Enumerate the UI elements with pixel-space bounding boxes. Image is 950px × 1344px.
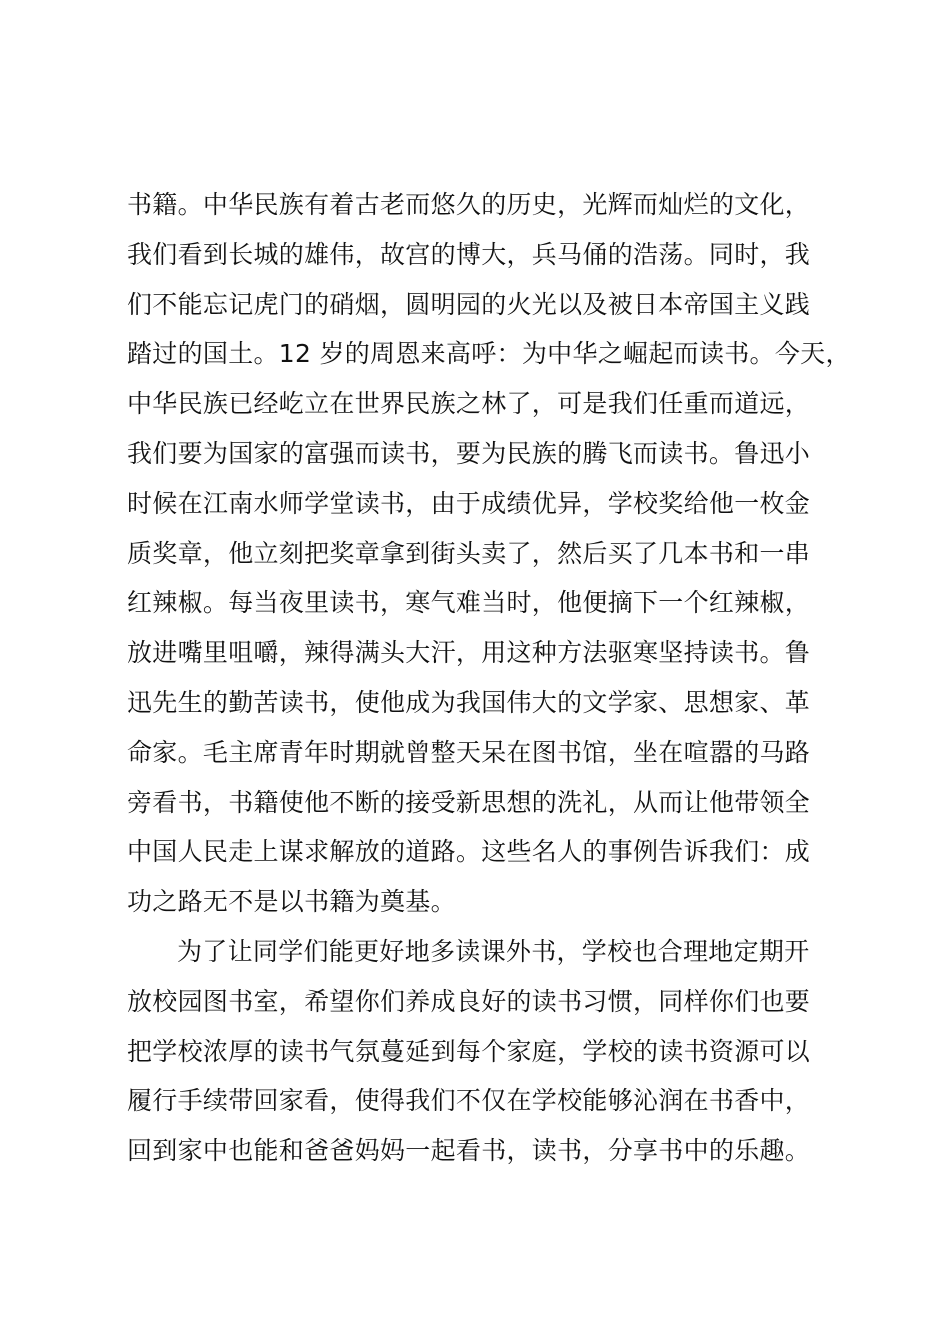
text-line: 我们要为国家的富强而读书，要为民族的腾飞而读书。鲁迅小	[127, 438, 811, 468]
text-line: 书籍。中华民族有着古老而悠久的历史，光辉而灿烂的文化，	[127, 190, 811, 219]
text-line: 中国人民走上谋求解放的道路。这些名人的事例告诉我们：成	[127, 837, 811, 867]
text-line: 时候在江南水师学堂读书，由于成绩优异，学校奖给他一枚金	[127, 488, 811, 518]
text-line: 们不能忘记虎门的硝烟，圆明园的火光以及被日本帝国主义践	[127, 289, 811, 319]
body-text	[127, 180, 867, 1176]
text-line: 把学校浓厚的读书气氛蔓延到每个家庭，学校的读书资源可以	[127, 1036, 811, 1066]
text-line: 放校园图书室，希望你们养成良好的读书习惯，同样你们也要	[127, 986, 811, 1016]
text-line: 履行手续带回家看，使得我们不仅在学校能够沁润在书香中，	[127, 1086, 811, 1116]
text-line: 命家。毛主席青年时期就曾整天呆在图书馆，坐在喧嚣的马路	[127, 737, 811, 767]
text-line: 放进嘴里咀嚼，辣得满头大汗，用这种方法驱寒坚持读书。鲁	[127, 638, 811, 668]
text-line: 回到家中也能和爸爸妈妈一起看书，读书，分享书中的乐趣。	[127, 1136, 811, 1166]
text-line: 迅先生的勤苦读书，使他成为我国伟大的文学家、思想家、革	[127, 687, 811, 717]
text-line: 功之路无不是以书籍为奠基。	[127, 887, 456, 917]
text-line-indented: 为了让同学们能更好地多读课外书，学校也合理地定期开	[177, 936, 810, 966]
text-line: 中华民族已经屹立在世界民族之林了，可是我们任重而道远，	[127, 389, 811, 419]
text-line: 红辣椒。每当夜里读书，寒气难当时，他便摘下一个红辣椒，	[127, 588, 811, 618]
paragraph-2	[127, 927, 867, 1176]
paragraph-1	[127, 180, 867, 927]
text-line: 我们看到长城的雄伟，故宫的博大，兵马俑的浩荡。同时，我	[127, 239, 811, 269]
text-line: 质奖章，他立刻把奖章拿到街头卖了，然后买了几本书和一串	[127, 538, 811, 568]
text-line: 旁看书，书籍使他不断的接受新思想的洗礼，从而让他带领全	[127, 787, 811, 817]
text-line: 踏过的国土。12 岁的周恩来高呼：为中华之崛起而读书。今天，	[127, 339, 851, 369]
